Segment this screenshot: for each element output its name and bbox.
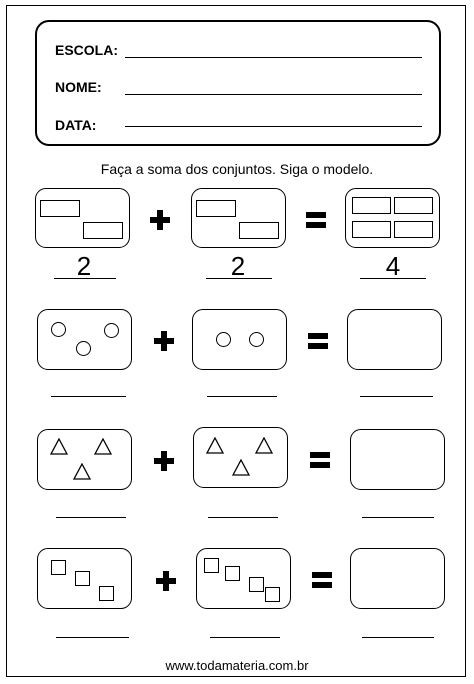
answer-line-result[interactable] <box>362 517 434 518</box>
plus-icon <box>154 331 174 351</box>
student-info-box <box>35 20 441 146</box>
answer-line-left[interactable] <box>56 637 129 638</box>
name-label: NOME: <box>55 79 102 95</box>
answer-line-left <box>54 278 116 279</box>
triangle-shape <box>50 438 68 455</box>
equals-icon <box>312 572 332 588</box>
circle-shape <box>51 322 66 337</box>
plus-icon <box>156 571 176 591</box>
set-result[interactable] <box>347 309 442 370</box>
answer-line-right <box>206 278 272 279</box>
triangle-shape <box>94 438 112 455</box>
circle-shape <box>76 341 91 356</box>
answer-line-right[interactable] <box>207 396 277 397</box>
triangle-shape <box>232 459 250 476</box>
square-shape <box>99 586 114 601</box>
square-shape <box>51 560 66 575</box>
equals-icon <box>310 452 330 468</box>
set-left <box>37 309 132 370</box>
square-shape <box>204 558 219 573</box>
triangle-shape <box>206 437 224 454</box>
answer-line-left[interactable] <box>51 396 126 397</box>
name-field[interactable] <box>125 94 422 95</box>
equals-icon <box>308 333 328 349</box>
answer-line-left[interactable] <box>56 517 126 518</box>
rectangle-shape <box>239 222 279 239</box>
set-left <box>37 548 132 609</box>
set-right <box>191 188 286 248</box>
triangle-shape <box>255 437 273 454</box>
instruction-text: Faça a soma dos conjuntos. Siga o modelo. <box>100 161 374 177</box>
set-left <box>35 188 130 248</box>
square-shape <box>265 587 280 602</box>
plus-icon <box>154 451 174 471</box>
rectangle-shape <box>352 197 391 214</box>
set-right <box>192 309 287 370</box>
answer-right: 2 <box>230 251 246 281</box>
school-field[interactable] <box>125 57 422 58</box>
rectangle-shape <box>196 200 236 217</box>
set-left <box>37 429 132 490</box>
equals-icon <box>306 212 326 228</box>
circle-shape <box>216 332 231 347</box>
square-shape <box>225 566 240 581</box>
answer-line-result[interactable] <box>360 396 433 397</box>
set-right <box>193 427 288 488</box>
answer-line-right[interactable] <box>210 637 280 638</box>
date-field[interactable] <box>125 126 422 127</box>
rectangle-shape <box>394 197 433 214</box>
set-result[interactable] <box>350 548 445 609</box>
rectangle-shape <box>40 200 80 217</box>
answer-line-right[interactable] <box>208 517 278 518</box>
answer-line-result <box>360 278 426 279</box>
answer-left: 2 <box>76 251 92 281</box>
triangle-shape <box>73 463 91 480</box>
answer-line-result[interactable] <box>362 637 434 638</box>
rectangle-shape <box>83 222 123 239</box>
rectangle-shape <box>394 221 433 238</box>
plus-icon <box>150 210 170 230</box>
circle-shape <box>104 323 119 338</box>
square-shape <box>249 577 264 592</box>
school-label: ESCOLA: <box>55 42 118 58</box>
circle-shape <box>249 332 264 347</box>
set-result <box>345 188 440 248</box>
set-right <box>196 548 291 609</box>
set-result[interactable] <box>350 429 445 490</box>
footer-url: www.todamateria.com.br <box>165 658 309 673</box>
rectangle-shape <box>352 221 391 238</box>
answer-result: 4 <box>385 251 401 281</box>
square-shape <box>75 571 90 586</box>
date-label: DATA: <box>55 117 97 133</box>
